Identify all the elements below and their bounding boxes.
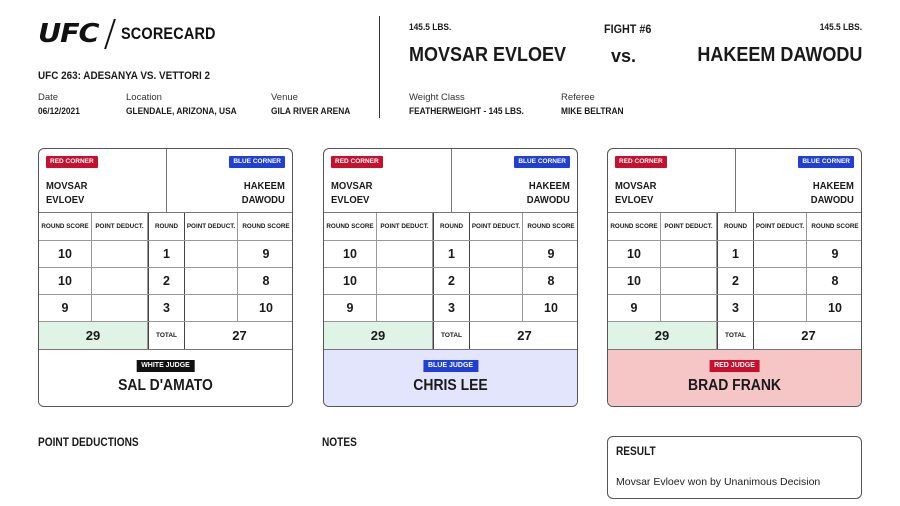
blue-point-deduction <box>185 241 238 267</box>
red-first-name: MOVSAR <box>46 180 88 192</box>
venue-value: GILA RIVER ARENA <box>271 106 351 117</box>
red-round-score-header: ROUND SCORE <box>324 213 377 240</box>
blue-fighter-name: HAKEEM DAWODU <box>696 44 862 66</box>
scorecard-title: SCORECARD <box>120 24 216 43</box>
blue-point-deduction <box>470 268 523 294</box>
fighters-header <box>39 149 292 213</box>
red-round-score: 9 <box>608 295 661 321</box>
blue-point-deduction <box>185 268 238 294</box>
notes-title: NOTES <box>322 437 357 449</box>
header-divider <box>379 16 380 118</box>
blue-corner-badge: BLUE CORNER <box>514 156 570 168</box>
red-fighter <box>331 179 372 207</box>
judge-role-badge: WHITE JUDGE <box>136 360 195 372</box>
blue-corner-badge: BLUE CORNER <box>798 156 854 168</box>
round-number: 3 <box>717 295 754 321</box>
round-header: ROUND <box>717 213 754 240</box>
blue-round-score: 10 <box>828 301 842 315</box>
ufc-logo: UFC <box>38 19 99 49</box>
round-number: 2 <box>148 268 185 294</box>
round-header: ROUND <box>148 213 185 240</box>
judge-role-badge: BLUE JUDGE <box>423 360 478 372</box>
total-label: TOTAL <box>717 322 754 349</box>
score-table-header <box>608 213 861 241</box>
judge-section <box>608 350 861 407</box>
blue-round-score: 10 <box>544 301 558 315</box>
event-title: UFC 263: ADESANYA VS. VETTORI 2 <box>38 70 211 82</box>
red-point-deduction <box>92 241 148 267</box>
date-label: Date <box>38 92 59 103</box>
blue-last-name: DAWODU <box>526 194 570 206</box>
corner-divider <box>166 149 167 213</box>
round-row <box>324 268 577 295</box>
blue-last-name: DAWODU <box>241 194 285 206</box>
blue-point-deduction <box>754 241 807 267</box>
total-row <box>39 322 292 350</box>
blue-first-name: HAKEEM <box>813 180 854 192</box>
ufc-scorecard-logo <box>38 18 232 50</box>
judge-scorecard-2 <box>323 148 578 407</box>
red-total: 29 <box>39 322 148 349</box>
red-point-deduction <box>661 241 717 267</box>
red-first-name: MOVSAR <box>331 180 373 192</box>
red-point-deduction <box>377 241 433 267</box>
round-row <box>324 241 577 268</box>
red-point-deduct-header: POINT DEDUCT. <box>661 213 717 240</box>
round-header: ROUND <box>433 213 470 240</box>
blue-round-score: 8 <box>262 274 270 288</box>
blue-round-score: 10 <box>259 301 273 315</box>
red-corner-badge: RED CORNER <box>331 156 383 168</box>
referee-label: Referee <box>561 92 595 103</box>
judge-scorecard-3 <box>607 148 862 407</box>
weight-class-label: Weight Class <box>409 92 465 103</box>
red-corner-badge: RED CORNER <box>46 156 98 168</box>
result-text: Movsar Evloev won by Unanimous Decision <box>616 476 821 488</box>
red-point-deduct-header: POINT DEDUCT. <box>377 213 433 240</box>
red-round-score: 10 <box>324 268 377 294</box>
blue-point-deduction <box>754 295 807 321</box>
total-label: TOTAL <box>433 322 470 349</box>
date-value: 06/12/2021 <box>38 106 80 117</box>
location-value: GLENDALE, ARIZONA, USA <box>126 106 237 117</box>
judge-scorecard-1 <box>38 148 293 407</box>
blue-fighter <box>527 179 570 207</box>
red-total: 29 <box>324 322 433 349</box>
round-row <box>39 268 292 295</box>
blue-point-deduct-header: POINT DEDUCT. <box>185 213 238 240</box>
red-point-deduction <box>92 295 148 321</box>
blue-point-deduction <box>470 295 523 321</box>
judge-name: BRAD FRANK <box>687 377 781 394</box>
blue-point-deduction <box>470 241 523 267</box>
round-row <box>608 295 861 322</box>
red-total: 29 <box>608 322 717 349</box>
location-label: Location <box>126 92 162 103</box>
total-row <box>324 322 577 350</box>
score-table-header <box>324 213 577 241</box>
score-table-header <box>39 213 292 241</box>
blue-last-name: DAWODU <box>810 194 854 206</box>
red-point-deduction <box>377 295 433 321</box>
logo-divider <box>104 19 116 49</box>
red-round-score: 10 <box>608 268 661 294</box>
blue-round-score-header: ROUND SCORE <box>811 222 859 230</box>
round-number: 3 <box>433 295 470 321</box>
total-row <box>608 322 861 350</box>
blue-fighter <box>811 179 854 207</box>
round-row <box>39 241 292 268</box>
blue-total: 27 <box>517 328 532 343</box>
round-number: 2 <box>717 268 754 294</box>
red-round-score-header: ROUND SCORE <box>39 213 92 240</box>
blue-total: 27 <box>232 328 247 343</box>
red-point-deduction <box>661 295 717 321</box>
red-point-deduct-header: POINT DEDUCT. <box>92 213 148 240</box>
judge-role-badge: RED JUDGE <box>709 360 760 372</box>
red-round-score: 10 <box>39 241 92 267</box>
judge-section <box>39 350 292 407</box>
corner-divider <box>451 149 452 213</box>
red-round-score: 10 <box>324 241 377 267</box>
blue-first-name: HAKEEM <box>244 180 285 192</box>
venue-label: Venue <box>271 92 298 103</box>
round-number: 2 <box>433 268 470 294</box>
round-number: 1 <box>717 241 754 267</box>
red-point-deduction <box>377 268 433 294</box>
blue-first-name: HAKEEM <box>529 180 570 192</box>
red-fighter-weight: 145.5 LBS. <box>409 22 452 33</box>
weight-class-value: FEATHERWEIGHT - 145 LBS. <box>409 106 524 117</box>
round-row <box>324 295 577 322</box>
judge-name: CHRIS LEE <box>413 377 488 394</box>
red-round-score: 9 <box>324 295 377 321</box>
fighters-header <box>608 149 861 213</box>
red-fighter-name: MOVSAR EVLOEV <box>409 44 567 66</box>
judge-name: SAL D'AMATO <box>118 377 213 394</box>
result-title: RESULT <box>616 446 656 458</box>
blue-point-deduction <box>185 295 238 321</box>
red-last-name: EVLOEV <box>46 194 85 206</box>
red-corner-badge: RED CORNER <box>615 156 667 168</box>
judge-section <box>324 350 577 407</box>
round-row <box>39 295 292 322</box>
total-label: TOTAL <box>148 322 185 349</box>
blue-round-score: 8 <box>831 274 839 288</box>
vs-text: vs. <box>611 46 637 66</box>
red-round-score: 10 <box>39 268 92 294</box>
red-round-score-header: ROUND SCORE <box>608 213 661 240</box>
blue-point-deduct-header: POINT DEDUCT. <box>754 213 807 240</box>
round-row <box>608 241 861 268</box>
blue-point-deduction <box>754 268 807 294</box>
red-point-deduction <box>92 268 148 294</box>
red-point-deduction <box>661 268 717 294</box>
blue-round-score: 9 <box>547 247 555 261</box>
red-round-score: 10 <box>608 241 661 267</box>
blue-round-score: 9 <box>262 247 270 261</box>
red-first-name: MOVSAR <box>615 180 657 192</box>
point-deductions-title: POINT DEDUCTIONS <box>38 437 139 449</box>
blue-round-score: 9 <box>831 247 839 261</box>
result-box <box>607 436 862 499</box>
blue-round-score-header: ROUND SCORE <box>527 222 575 230</box>
red-fighter <box>615 179 656 207</box>
round-number: 1 <box>433 241 470 267</box>
round-row <box>608 268 861 295</box>
red-fighter <box>46 179 87 207</box>
red-last-name: EVLOEV <box>615 194 654 206</box>
fighters-header <box>324 149 577 213</box>
blue-round-score: 8 <box>547 274 555 288</box>
corner-divider <box>735 149 736 213</box>
referee-value: MIKE BELTRAN <box>561 106 624 117</box>
blue-fighter <box>242 179 285 207</box>
round-number: 1 <box>148 241 185 267</box>
red-last-name: EVLOEV <box>331 194 370 206</box>
blue-corner-badge: BLUE CORNER <box>229 156 285 168</box>
red-round-score: 9 <box>39 295 92 321</box>
blue-point-deduct-header: POINT DEDUCT. <box>470 213 523 240</box>
blue-fighter-weight: 145.5 LBS. <box>819 22 862 33</box>
round-number: 3 <box>148 295 185 321</box>
blue-round-score-header: ROUND SCORE <box>242 222 290 230</box>
fight-number: FIGHT #6 <box>604 22 652 36</box>
blue-total: 27 <box>801 328 816 343</box>
